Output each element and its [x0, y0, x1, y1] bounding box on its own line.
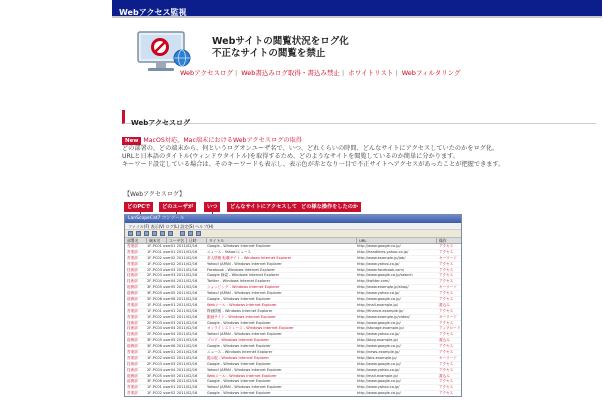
toolbar-icon[interactable] — [160, 231, 165, 236]
cell-pc: 1F-PC02 user02 2011/02/16 — [147, 255, 198, 260]
cell-title: ニュース - Yahoo!ニュース — [207, 249, 251, 254]
screenshot-caption: 【Webアクセスログ】 — [124, 191, 186, 198]
cell-title: Twitter - Windows Internet Explorer — [207, 279, 271, 284]
cell-url: http://storage.example.jp/ — [357, 326, 404, 331]
cell-title: ブログ - Windows Internet Explorer — [207, 338, 269, 343]
cell-title: Yahoo! JAPAN - Windows Internet Explorer — [207, 261, 282, 266]
cell-dept: 技術部 — [127, 361, 138, 366]
console-toolbar — [125, 230, 461, 238]
cell-url: http://twitter.com/ — [357, 279, 390, 284]
cell-pc: 2F-PC04 user04 2011/02/16 — [147, 367, 198, 372]
cell-url: http://www.google.co.jp/ — [357, 320, 401, 325]
cell-url: http://www.google.co.jp/ — [357, 391, 401, 396]
cell-title: 動画サイト - Windows Internet Explorer — [207, 314, 276, 319]
cell-pc: 2F-PC03 user03 2011/02/16 — [147, 267, 198, 272]
cell-dept: 技術部 — [127, 320, 138, 325]
column-header[interactable]: 部署名 — [125, 238, 147, 244]
cell-operation: 書込み — [439, 338, 450, 343]
cell-operation: アクセス — [439, 308, 454, 313]
cell-dept: 技術部 — [127, 326, 138, 331]
cell-operation: アクセス — [439, 391, 454, 396]
cell-url: http://news.example.jp/ — [357, 350, 400, 355]
cell-dept: 営業部 — [127, 350, 138, 355]
description-text — [122, 137, 598, 169]
cell-url: http://www.yahoo.co.jp/ — [357, 332, 400, 337]
cell-pc: 1F-PC01 user01 2011/02/16 — [147, 350, 198, 355]
cell-operation: アクセス — [439, 267, 454, 272]
hero-line-1: Webサイトの閲覧状況をログ化 — [212, 36, 349, 47]
cell-url: http://www.example.jp/video/ — [357, 314, 410, 319]
cell-url: http://www.google.co.jp/ — [357, 361, 401, 366]
toolbar-icon[interactable] — [188, 231, 193, 236]
cell-url: http://www.yahoo.co.jp/ — [357, 367, 400, 372]
nav-separator: | — [395, 69, 398, 77]
cell-dept: 営業部 — [127, 302, 138, 307]
callout-which-pc: どのPCで — [124, 202, 153, 212]
nav-link-web-access-log[interactable]: Webアクセスログ — [180, 69, 233, 77]
cell-pc: 1F-PC01 user01 2011/02/16 — [147, 385, 198, 390]
cell-dept: 技術部 — [127, 267, 138, 272]
section-heading — [122, 110, 596, 127]
cell-title: ニュース - Windows Internet Explorer — [207, 350, 273, 355]
cell-pc: 3F-PC05 user05 2011/02/16 — [147, 285, 198, 290]
description-para-1: どの部署の、どの端末から、何というログオンユーザ名で、いつ、どれくらいの時間、どんなサイトにアクセスしていたのかをログ化。 — [122, 145, 499, 153]
cell-title: Google 検索 - Windows Internet Explorer — [207, 273, 280, 278]
cell-operation: アクセス — [439, 332, 454, 337]
cell-title: Google - Windows Internet Explorer — [207, 244, 271, 248]
cell-operation: キーワード — [439, 285, 457, 290]
cell-pc: 3F-PC05 user05 2011/02/16 — [147, 338, 198, 343]
cell-title: Webメール - Windows Internet Explorer — [207, 302, 277, 307]
cell-operation: アクセス — [439, 350, 454, 355]
cell-dept: 総務部 — [127, 285, 138, 290]
cell-pc: 1F-PC01 user01 2011/02/16 — [147, 302, 198, 307]
cell-url: http://headlines.yahoo.co.jp/ — [357, 249, 409, 254]
cell-url: http://www.yahoo.co.jp/ — [357, 261, 400, 266]
cell-operation: アクセス — [439, 273, 454, 278]
new-headline: MacOS対応。Mac端末におけるWebアクセスログの取得 — [143, 137, 302, 144]
column-header[interactable]: URL — [357, 238, 437, 244]
cell-operation: 書込み — [439, 302, 450, 307]
toolbar-icon[interactable] — [128, 231, 133, 236]
cell-title: 株価情報 - Windows Internet Explorer — [207, 308, 273, 313]
cell-title: 掲示板 - Windows Internet Explorer — [207, 355, 269, 360]
cell-dept: 総務部 — [127, 344, 138, 349]
cell-operation: アクセス — [439, 279, 454, 284]
cell-url: http://www.google.co.jp/ — [357, 379, 401, 384]
cell-dept: 総務部 — [127, 379, 138, 384]
nav-separator: | — [341, 69, 345, 77]
cell-title: Yahoo! JAPAN - Windows Internet Explorer — [207, 291, 282, 296]
nav-link-whitelist[interactable]: ホワイトリスト — [348, 69, 394, 77]
console-menubar[interactable]: ファイル(F) 表示(V) ログ(L) 設定(S) ヘルプ(H) — [125, 223, 461, 230]
cell-title: Yahoo! JAPAN - Windows Internet Explorer — [207, 385, 282, 390]
cell-pc: 3F-PC06 user06 2011/02/16 — [147, 379, 198, 384]
cell-dept: 営業部 — [127, 391, 138, 396]
cell-dept: 営業部 — [127, 355, 138, 360]
cell-dept: 総務部 — [127, 338, 138, 343]
cell-operation: 書込み — [439, 373, 450, 378]
header-title: Webアクセス監視 — [119, 8, 187, 17]
cell-pc: 1F-PC02 user02 2011/02/16 — [147, 391, 198, 396]
toolbar-icon[interactable] — [168, 231, 173, 236]
column-header[interactable]: タイトル — [207, 238, 357, 244]
cell-title: Google - Windows Internet Explorer — [207, 361, 271, 366]
cell-url: http://bbs.example.jp/ — [357, 355, 397, 360]
cell-operation: アップロード — [439, 326, 461, 331]
cell-pc: 2F-PC03 user03 2011/02/16 — [147, 320, 198, 325]
header-bar — [112, 0, 602, 18]
cell-pc: 1F-PC01 user01 2011/02/16 — [147, 308, 198, 313]
cell-title: Facebook - Windows Internet Explorer — [207, 267, 276, 272]
cell-dept: 総務部 — [127, 297, 138, 302]
hero-headline — [212, 36, 349, 60]
description-para-2: URLと日本語のタイトル(ウィンドウタイトル)を取得するため、どのようなサイトを閲覧しているのか簡単に分かります。 — [122, 153, 459, 161]
toolbar-icon[interactable] — [180, 231, 185, 236]
cell-operation: アクセス — [439, 379, 454, 384]
column-header[interactable]: 端末名 — [147, 238, 167, 244]
cell-title: Google - Windows Internet Explorer — [207, 344, 271, 349]
cell-operation: アクセス — [439, 385, 454, 390]
cell-pc: 2F-PC04 user04 2011/02/16 — [147, 326, 198, 331]
cell-dept: 営業部 — [127, 314, 138, 319]
cell-title: オンラインストレージ - Windows Internet Explorer — [207, 326, 294, 331]
cell-operation: キーワード — [439, 355, 457, 360]
cell-url: http://www.example.jp/shop/ — [357, 285, 409, 290]
cell-title: Yahoo! JAPAN - Windows Internet Explorer — [207, 332, 282, 337]
cell-dept: 総務部 — [127, 373, 138, 378]
cell-operation: アクセス — [439, 297, 454, 302]
toolbar-icon[interactable] — [196, 231, 201, 236]
cell-pc: 2F-PC04 user04 2011/02/16 — [147, 279, 198, 284]
cell-title: Yahoo! JAPAN - Windows Internet Explorer — [207, 367, 282, 372]
cell-url: http://www.google.co.jp/ — [357, 244, 401, 248]
cell-title: ショッピング - Windows Internet Explorer — [207, 285, 280, 290]
callout-which-site: どんなサイトにアクセスして — [227, 202, 300, 212]
cell-operation: アクセス — [439, 244, 454, 248]
cell-pc: 1F-PC02 user02 2011/02/16 — [147, 261, 198, 266]
toolbar-icon[interactable] — [136, 231, 141, 236]
cell-pc: 1F-PC02 user02 2011/02/16 — [147, 355, 198, 360]
cell-operation: アクセス — [439, 344, 454, 349]
table-row[interactable] — [125, 391, 461, 397]
cell-dept: 総務部 — [127, 291, 138, 296]
nav-link-web-filtering[interactable]: Webフィルタリング — [401, 69, 461, 77]
cell-url: http://www.google.co.jp/ — [357, 297, 401, 302]
cell-dept: 営業部 — [127, 255, 138, 260]
cell-url: http://www.google.co.jp/ — [357, 344, 401, 349]
column-header[interactable]: 日時 — [187, 238, 207, 244]
cell-dept: 技術部 — [127, 279, 138, 284]
cell-url: http://www.example.jp/job/ — [357, 255, 406, 260]
cell-dept: 技術部 — [127, 332, 138, 337]
cell-pc: 3F-PC06 user06 2011/02/16 — [147, 344, 198, 349]
callout-which-user: どのユーザが — [159, 202, 196, 212]
cell-pc: 1F-PC01 user01 2011/02/16 — [147, 244, 198, 248]
callout-when: いつ — [204, 202, 220, 212]
cell-dept: 技術部 — [127, 273, 138, 278]
cell-pc: 2F-PC03 user03 2011/02/16 — [147, 361, 198, 366]
cell-dept: 営業部 — [127, 308, 138, 313]
cell-url: http://mail.example.jp/ — [357, 302, 398, 307]
cell-dept: 営業部 — [127, 249, 138, 254]
cell-pc: 2F-PC03 user03 2011/02/16 — [147, 273, 198, 278]
console-titlebar: LanScopeCat7 コンソール — [125, 215, 461, 223]
cell-operation: アクセス — [439, 367, 454, 372]
cell-url: http://www.yahoo.co.jp/ — [357, 291, 400, 296]
cell-pc: 2F-PC04 user04 2011/02/16 — [147, 332, 198, 337]
cell-title: 求人情報 転職サイト - Windows Internet Explorer — [207, 255, 292, 260]
cell-operation: アクセス — [439, 249, 454, 254]
nav-link-web-write-log[interactable]: Web書込みログ取得・書込み禁止 — [241, 69, 340, 77]
new-badge: New — [122, 137, 141, 145]
console-window — [124, 214, 462, 397]
cell-dept: 営業部 — [127, 261, 138, 266]
cell-pc: 3F-PC05 user05 2011/02/16 — [147, 291, 198, 296]
cell-title: Google - Windows Internet Explorer — [207, 391, 271, 396]
log-table-body — [125, 244, 461, 397]
cell-operation: キーワード — [439, 314, 457, 319]
cell-operation: アクセス — [439, 291, 454, 296]
cell-url: http://mail.example.jp/ — [357, 373, 398, 378]
cell-pc: 1F-PC01 user01 2011/02/16 — [147, 249, 198, 254]
description-para-3: キーワード設定している場合は、そのキーワードも表示し、表示色が赤となり一目で不正サイトへアクセスがあったことが把握できます。 — [122, 161, 505, 169]
cell-title: Google - Windows Internet Explorer — [207, 379, 271, 384]
cell-url: http://www.yahoo.co.jp/ — [357, 385, 400, 390]
cell-url: http://www.facebook.com/ — [357, 267, 405, 272]
callout-what-operation: どの様な操作をしたのか — [298, 202, 361, 212]
feature-nav — [180, 68, 460, 77]
cell-title: Webメール - Windows Internet Explorer — [207, 373, 277, 378]
cell-url: http://www.google.co.jp/search — [357, 273, 413, 278]
cell-dept: 営業部 — [127, 244, 138, 248]
toolbar-icon[interactable] — [152, 231, 157, 236]
cell-operation: キーワード — [439, 255, 457, 260]
cell-pc: 3F-PC06 user06 2011/02/16 — [147, 297, 198, 302]
new-headline-line — [122, 137, 598, 145]
column-header[interactable]: ユーザ名 — [167, 238, 187, 244]
cell-title: Google - Windows Internet Explorer — [207, 297, 271, 302]
cell-url: http://finance.example.jp/ — [357, 308, 404, 313]
cell-dept: 技術部 — [127, 367, 138, 372]
cell-operation: アクセス — [439, 361, 454, 366]
cell-title: Google - Windows Internet Explorer — [207, 320, 271, 325]
column-header[interactable]: 操作 — [437, 238, 461, 244]
cell-dept: 営業部 — [127, 385, 138, 390]
cell-operation: アクセス — [439, 320, 454, 325]
cell-pc: 3F-PC05 user05 2011/02/16 — [147, 373, 198, 378]
nav-separator: | — [234, 69, 238, 77]
cell-url: http://blog.example.jp/ — [357, 338, 399, 343]
hero-line-2: 不正なサイトの閲覧を禁止 — [212, 48, 326, 59]
cell-pc: 1F-PC02 user02 2011/02/16 — [147, 314, 198, 319]
toolbar-icon[interactable] — [144, 231, 149, 236]
section-title: Webアクセスログ — [131, 119, 191, 127]
cell-operation: アクセス — [439, 261, 454, 266]
